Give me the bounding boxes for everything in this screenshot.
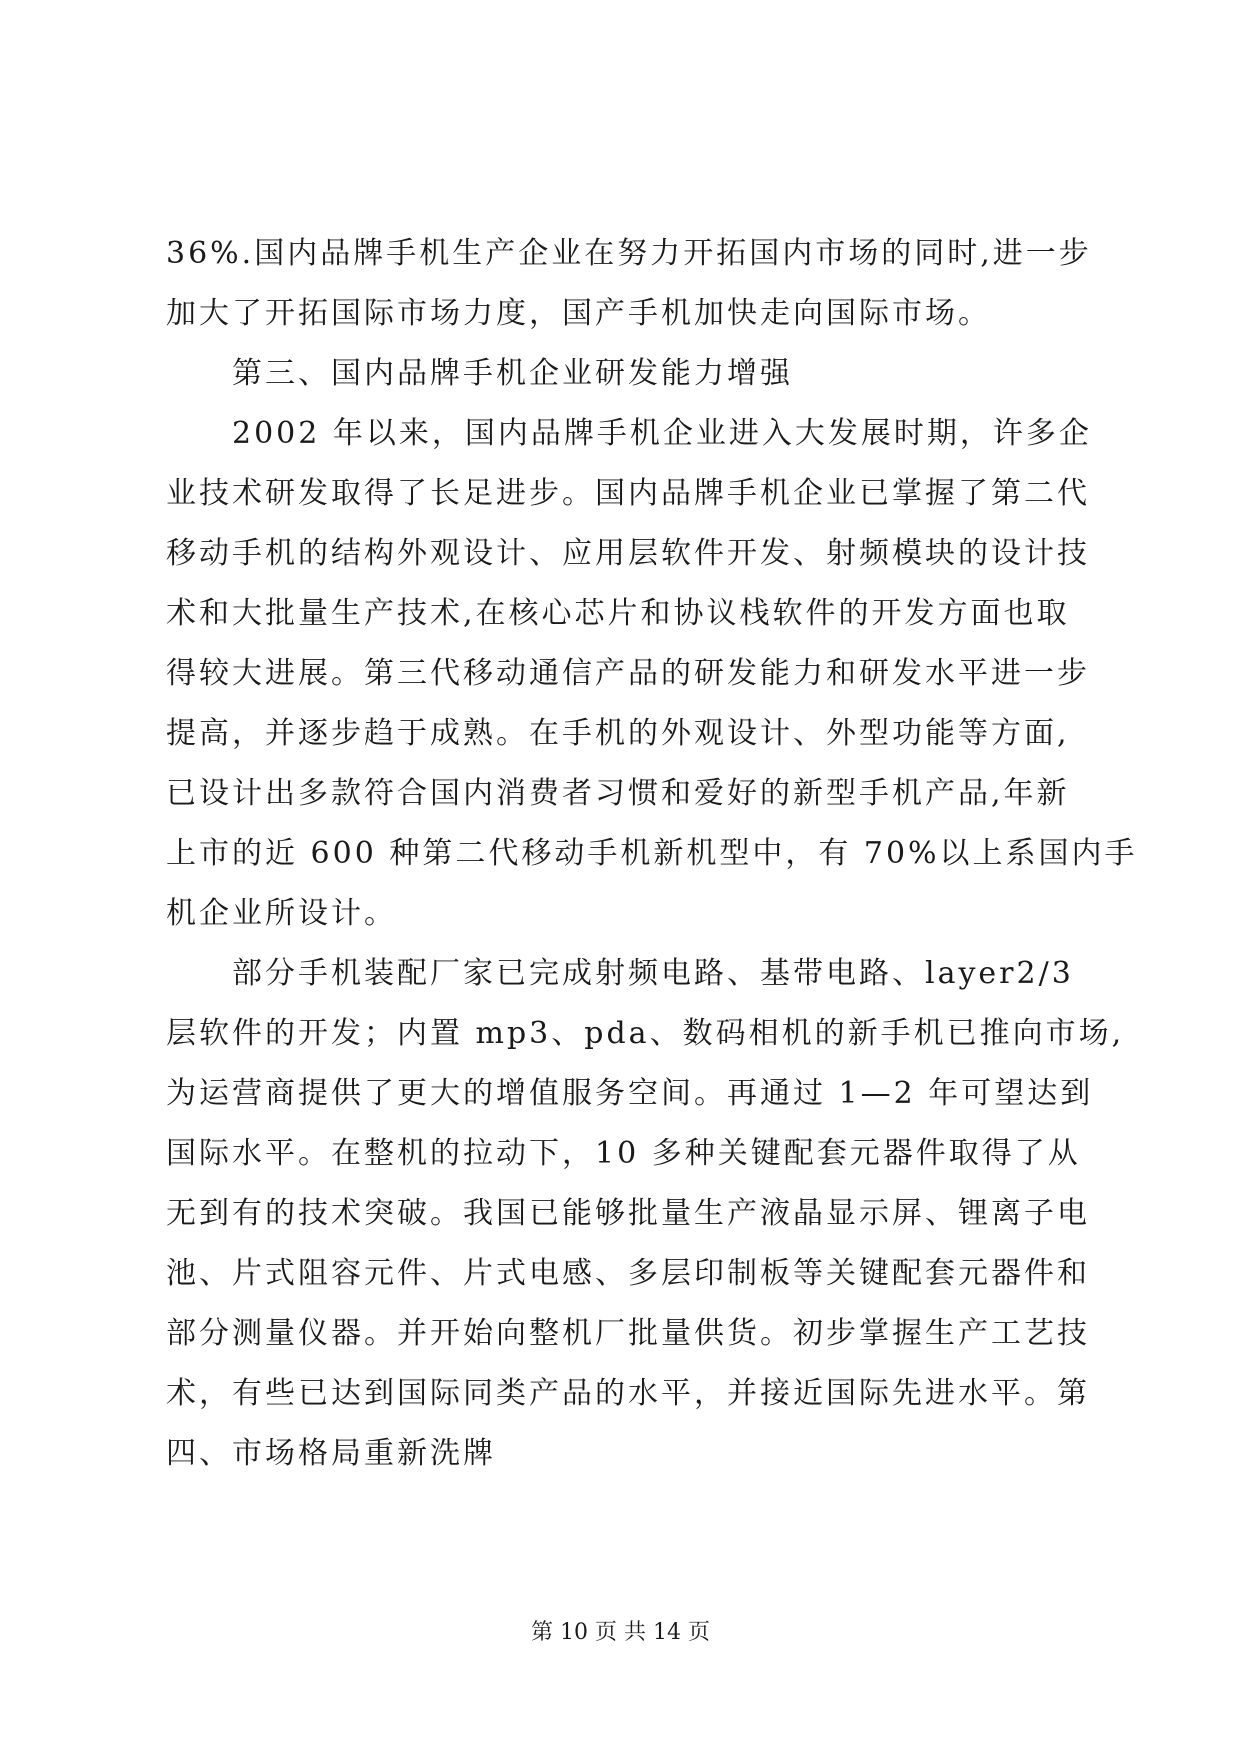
text-line: 36%.国内品牌手机生产企业在努力开拓国内市场的同时,进一步 (166, 236, 1092, 271)
text-line: 为运营商提供了更大的增值服务空间。再通过 1—2 年可望达到 (166, 1076, 1094, 1111)
text-line: 部分手机装配厂家已完成射频电路、基带电路、layer2/3 (232, 956, 1074, 991)
text-line: 池、片式阻容元件、片式电感、多层印制板等关键配套元器件和 (166, 1256, 1090, 1291)
section-heading: 四、市场格局重新洗牌 (166, 1436, 496, 1471)
text-line: 已设计出多款符合国内消费者习惯和爱好的新型手机产品,年新 (166, 776, 1070, 811)
text-line: 提高，并逐步趋于成熟。在手机的外观设计、外型功能等方面, (166, 716, 1070, 751)
text-line: 部分测量仪器。并开始向整机厂批量供货。初步掌握生产工艺技 (166, 1316, 1090, 1351)
text-line: 2002 年以来，国内品牌手机企业进入大发展时期，许多企 (232, 416, 1092, 451)
text-line: 移动手机的结构外观设计、应用层软件开发、射频模块的设计技 (166, 536, 1090, 571)
text-line: 得较大进展。第三代移动通信产品的研发能力和研发水平进一步 (166, 656, 1090, 691)
text-line: 加大了开拓国际市场力度，国产手机加快走向国际市场。 (166, 296, 991, 331)
text-line: 无到有的技术突破。我国已能够批量生产液晶显示屏、锂离子电 (166, 1196, 1090, 1231)
text-line: 术和大批量生产技术,在核心芯片和协议栈软件的开发方面也取 (166, 596, 1070, 631)
text-line: 国际水平。在整机的拉动下，10 多种关键配套元器件取得了从 (166, 1136, 1081, 1171)
text-line: 上市的近 600 种第二代移动手机新机型中，有 70%以上系国内手 (166, 836, 1138, 871)
body-text (166, 224, 1138, 1484)
text-line: 机企业所设计。 (166, 896, 397, 931)
text-line: 术，有些已达到国际同类产品的水平，并接近国际先进水平。第 (166, 1376, 1090, 1411)
text-line: 层软件的开发；内置 mp3、pda、数码相机的新手机已推向市场, (166, 1016, 1125, 1051)
text-line: 业技术研发取得了长足进步。国内品牌手机企业已掌握了第二代 (166, 476, 1090, 511)
section-heading: 第三、国内品牌手机企业研发能力增强 (232, 356, 793, 391)
page-number-footer: 第 10 页 共 14 页 (531, 1620, 710, 1645)
